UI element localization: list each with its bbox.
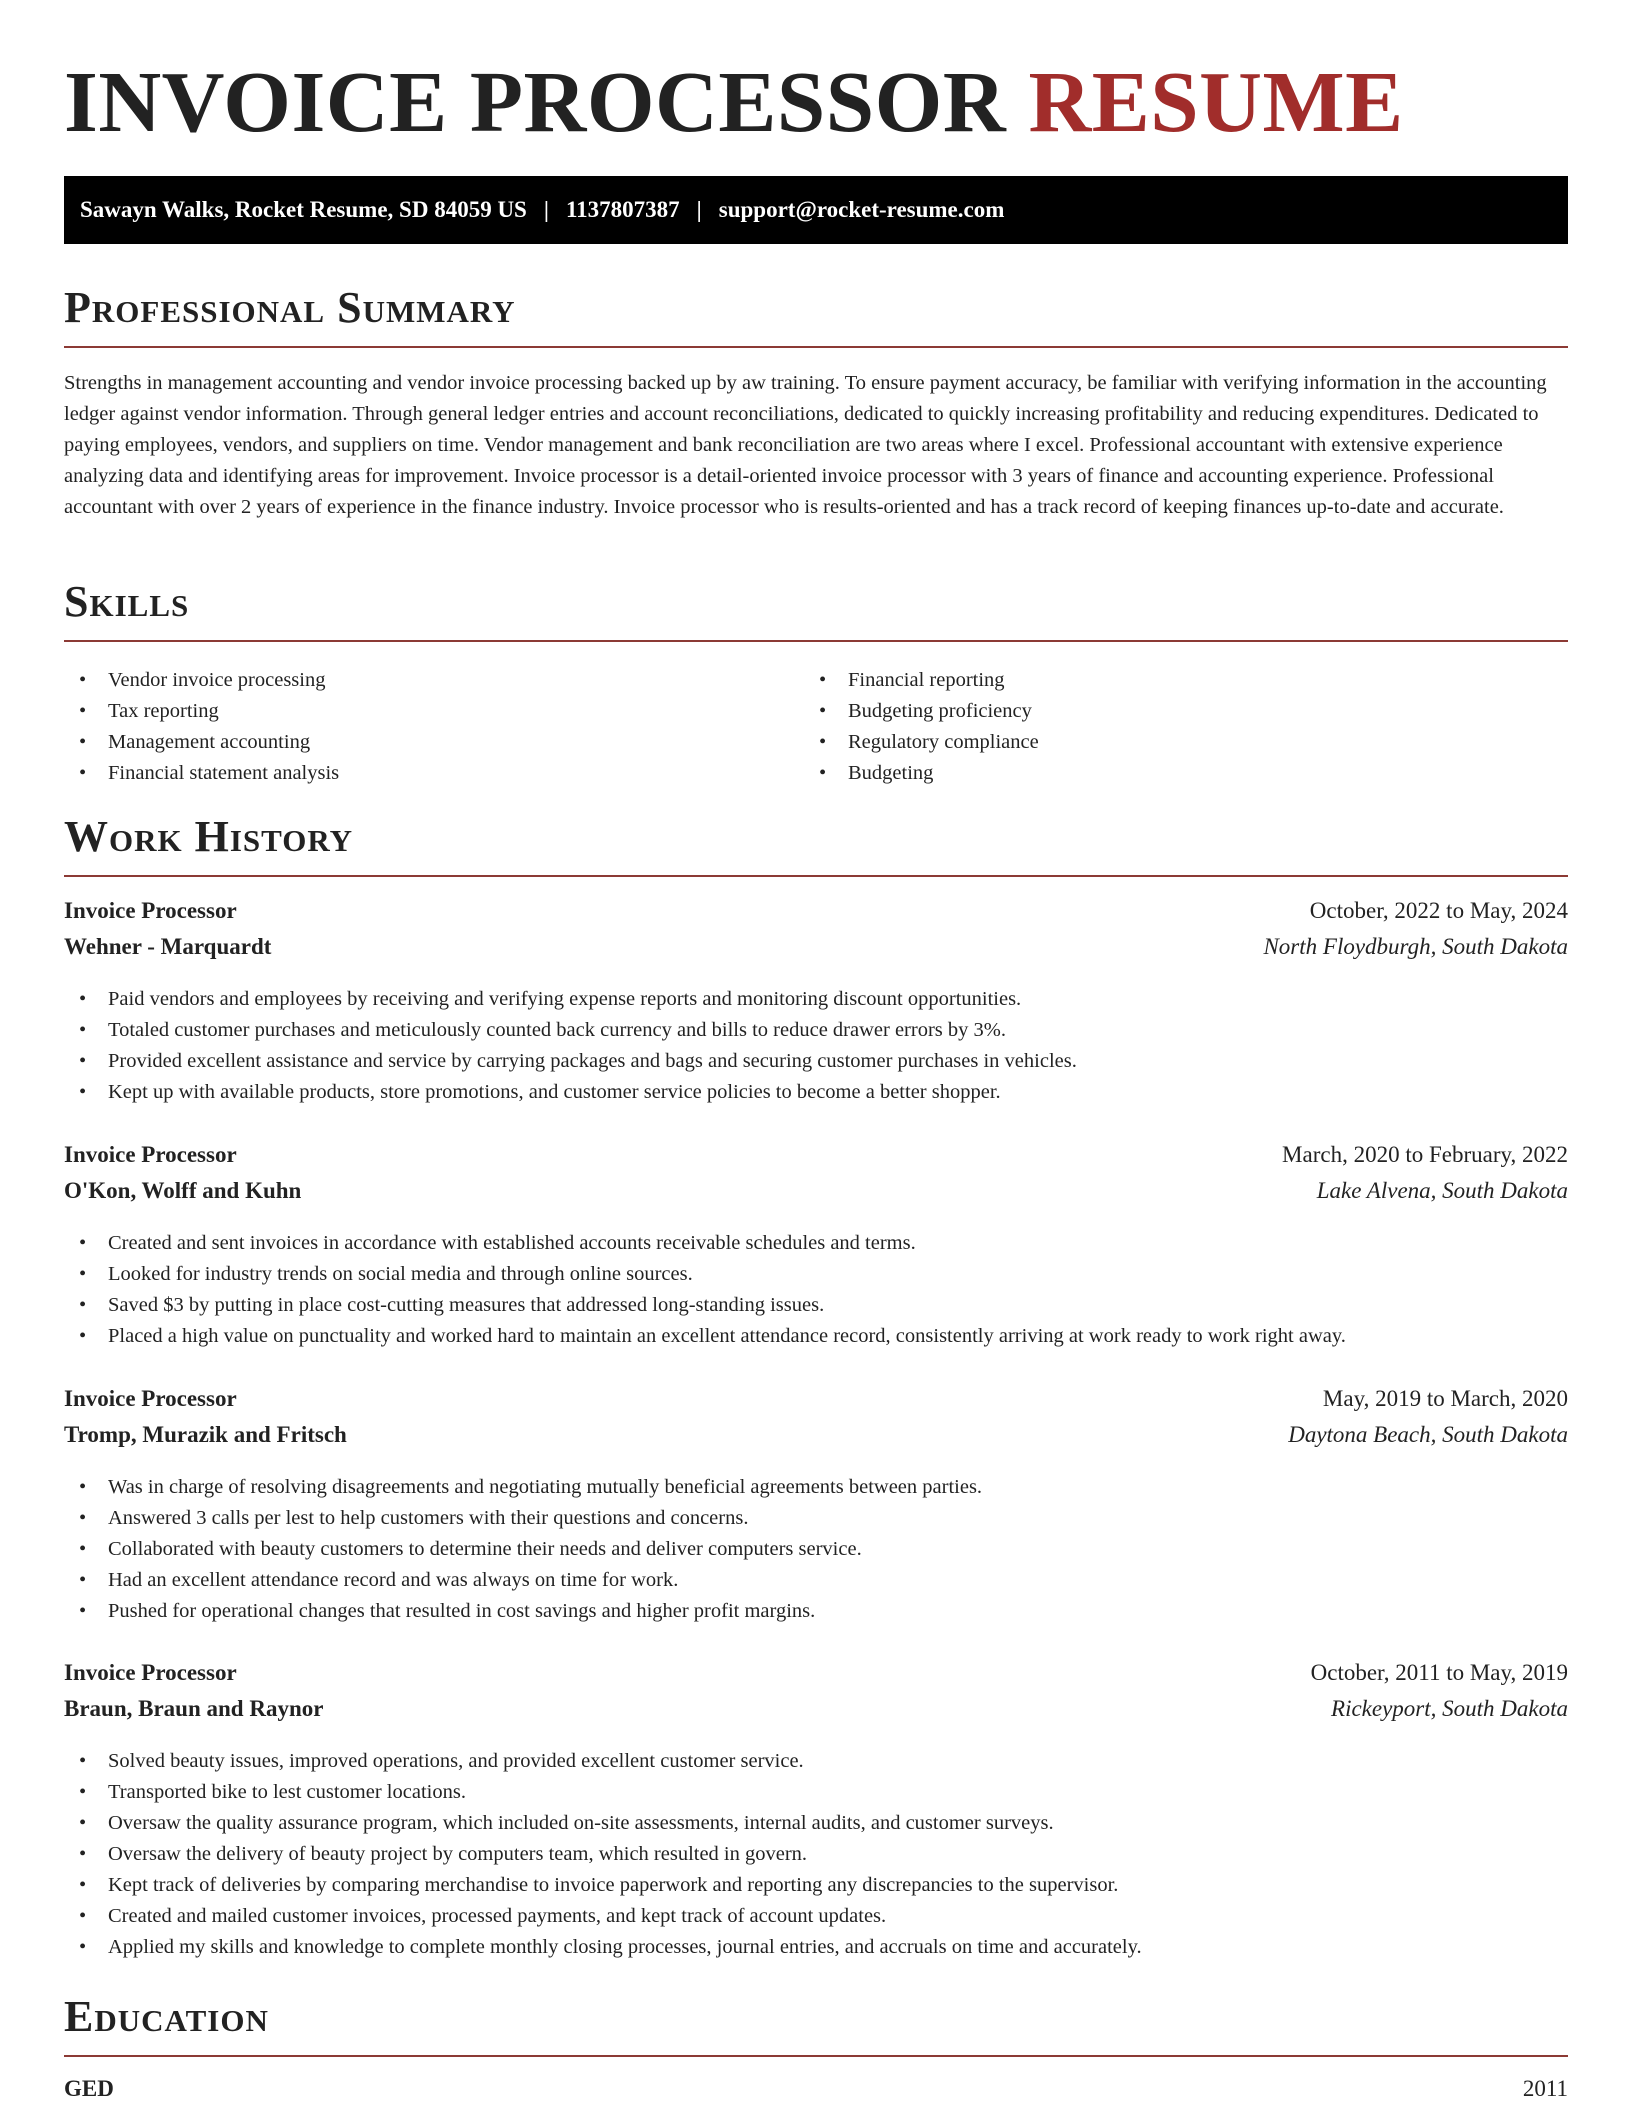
contact-separator: |	[543, 197, 549, 222]
job-bullet: • Oversaw the delivery of beauty project by computers team, which resulted in govern.	[64, 1839, 1568, 1870]
skills-section-heading	[64, 577, 1568, 642]
education-row	[64, 2076, 1568, 2110]
job-company-row	[64, 1422, 1568, 1456]
skill-item: • Financial reporting	[804, 665, 1568, 696]
skill-item: • Budgeting	[804, 758, 1568, 789]
job-bullet: • Looked for industry trends on social media and through online sources.	[64, 1259, 1568, 1290]
education-degree: GED	[64, 2076, 114, 2101]
job-header-row	[64, 1386, 1568, 1420]
job-bullet: • Transported bike to lest customer locations.	[64, 1777, 1568, 1808]
job-bullet: • Placed a high value on punctuality and worked hard to maintain an excellent attendance record, consistently arriving at work ready to work right away.	[64, 1321, 1568, 1352]
skill-item: • Financial statement analysis	[64, 758, 804, 789]
job-bullet: • Oversaw the quality assurance program, which included on-site assessments, internal audits, and customer surveys.	[64, 1808, 1568, 1839]
job-bullet: • Created and sent invoices in accordance with established accounts receivable schedules and terms.	[64, 1228, 1568, 1259]
skill-item: • Budgeting proficiency	[804, 696, 1568, 727]
job-location: Daytona Beach, South Dakota	[1288, 1422, 1568, 1447]
job-company: Wehner - Marquardt	[64, 934, 272, 959]
job-bullet: • Totaled customer purchases and meticulously counted back currency and bills to reduce drawer errors by 3%.	[64, 1015, 1568, 1046]
job-location: Rickeyport, South Dakota	[1331, 1696, 1568, 1721]
skill-item: • Tax reporting	[64, 696, 804, 727]
title-main: INVOICE PROCESSOR	[64, 53, 1007, 150]
job-bullet: • Kept up with available products, store promotions, and customer service policies to become a better shopper.	[64, 1077, 1568, 1108]
job-header-row	[64, 1142, 1568, 1176]
job-company-row	[64, 1696, 1568, 1730]
job-bullet: • Paid vendors and employees by receiving and verifying expense reports and monitoring discount opportunities.	[64, 984, 1568, 1015]
job-bullets	[64, 1228, 1568, 1352]
summary-section-heading	[64, 283, 1568, 348]
job-title: Invoice Processor	[64, 898, 237, 923]
job-title: Invoice Processor	[64, 1660, 237, 1685]
job-bullet: • Had an excellent attendance record and was always on time for work.	[64, 1565, 1568, 1596]
education-year: 2011	[1522, 2076, 1568, 2101]
job-bullet: • Solved beauty issues, improved operations, and provided excellent customer service.	[64, 1746, 1568, 1777]
job-bullets	[64, 1746, 1568, 1963]
job-company: Braun, Braun and Raynor	[64, 1696, 324, 1721]
job-dates: October, 2022 to May, 2024	[1309, 898, 1568, 923]
contact-email: support@rocket-resume.com	[718, 197, 1005, 222]
job-location: Lake Alvena, South Dakota	[1316, 1178, 1568, 1203]
skills-list-left	[64, 665, 804, 789]
job-company: O'Kon, Wolff and Kuhn	[64, 1178, 302, 1203]
job-bullets	[64, 1472, 1568, 1627]
contact-phone: 1137807387	[565, 197, 680, 222]
job-bullet: • Collaborated with beauty customers to determine their needs and deliver computers service.	[64, 1534, 1568, 1565]
job-bullets	[64, 984, 1568, 1108]
job-dates: October, 2011 to May, 2019	[1310, 1660, 1568, 1685]
job-location: North Floydburgh, South Dakota	[1263, 934, 1568, 959]
job-header-row	[64, 898, 1568, 932]
education-section-heading	[64, 1992, 1568, 2057]
section-title: Professional Summary	[64, 283, 516, 332]
job-bullet: • Pushed for operational changes that resulted in cost savings and higher profit margins.	[64, 1596, 1568, 1627]
skill-item: • Management accounting	[64, 727, 804, 758]
skill-item: • Vendor invoice processing	[64, 665, 804, 696]
section-title: Skills	[64, 577, 190, 626]
job-company-row	[64, 1178, 1568, 1212]
job-bullet: • Saved $3 by putting in place cost-cutting measures that addressed long-standing issues.	[64, 1290, 1568, 1321]
job-company-row	[64, 934, 1568, 968]
job-bullet: • Provided excellent assistance and service by carrying packages and bags and securing customer purchases in vehicles.	[64, 1046, 1568, 1077]
job-title: Invoice Processor	[64, 1142, 237, 1167]
job-bullet: • Answered 3 calls per lest to help customers with their questions and concerns.	[64, 1503, 1568, 1534]
skills-list-right	[804, 665, 1568, 789]
job-bullet: • Kept track of deliveries by comparing merchandise to invoice paperwork and reporting any discrepancies to the supervisor.	[64, 1870, 1568, 1901]
section-title: Education	[64, 1992, 269, 2041]
job-dates: March, 2020 to February, 2022	[1282, 1142, 1568, 1167]
job-bullet: • Was in charge of resolving disagreements and negotiating mutually beneficial agreements between parties.	[64, 1472, 1568, 1503]
job-bullet: • Applied my skills and knowledge to complete monthly closing processes, journal entries, and accruals on time and accurately.	[64, 1932, 1568, 1963]
title-accent: RESUME	[1028, 53, 1404, 150]
job-dates: May, 2019 to March, 2020	[1322, 1386, 1568, 1411]
contact-separator: |	[696, 197, 702, 222]
job-header-row	[64, 1660, 1568, 1694]
job-bullet: • Created and mailed customer invoices, processed payments, and kept track of account updates.	[64, 1901, 1568, 1932]
job-title: Invoice Processor	[64, 1386, 237, 1411]
skill-item: • Regulatory compliance	[804, 727, 1568, 758]
summary-text: Strengths in management accounting and vendor invoice processing backed up by aw training. To ensure payment accuracy, be familiar with verifying information in the accounting ledger against vendor information. Through general ledger entries and account reconciliations, dedicated to quickly increasing profitability and reducing expenditures. Dedicated to paying employees, vendors, and suppliers on time. Vendor management and bank reconciliation are two areas where I excel. Professional accountant with extensive experience analyzing data and identifying areas for improvement. Invoice processor is a detail-oriented invoice processor with 3 years of finance and accounting experience. Professional accountant with over 2 years of experience in the finance industry. Invoice processor who is results-oriented and has a track record of keeping finances up-to-date and accurate.	[64, 372, 1547, 518]
resume-title	[64, 52, 1404, 152]
job-company: Tromp, Murazik and Fritsch	[64, 1422, 347, 1447]
section-title: Work History	[64, 812, 354, 861]
work-history-section-heading	[64, 812, 1568, 877]
contact-bar	[64, 176, 1568, 244]
contact-address: Sawayn Walks, Rocket Resume, SD 84059 US	[80, 197, 527, 222]
